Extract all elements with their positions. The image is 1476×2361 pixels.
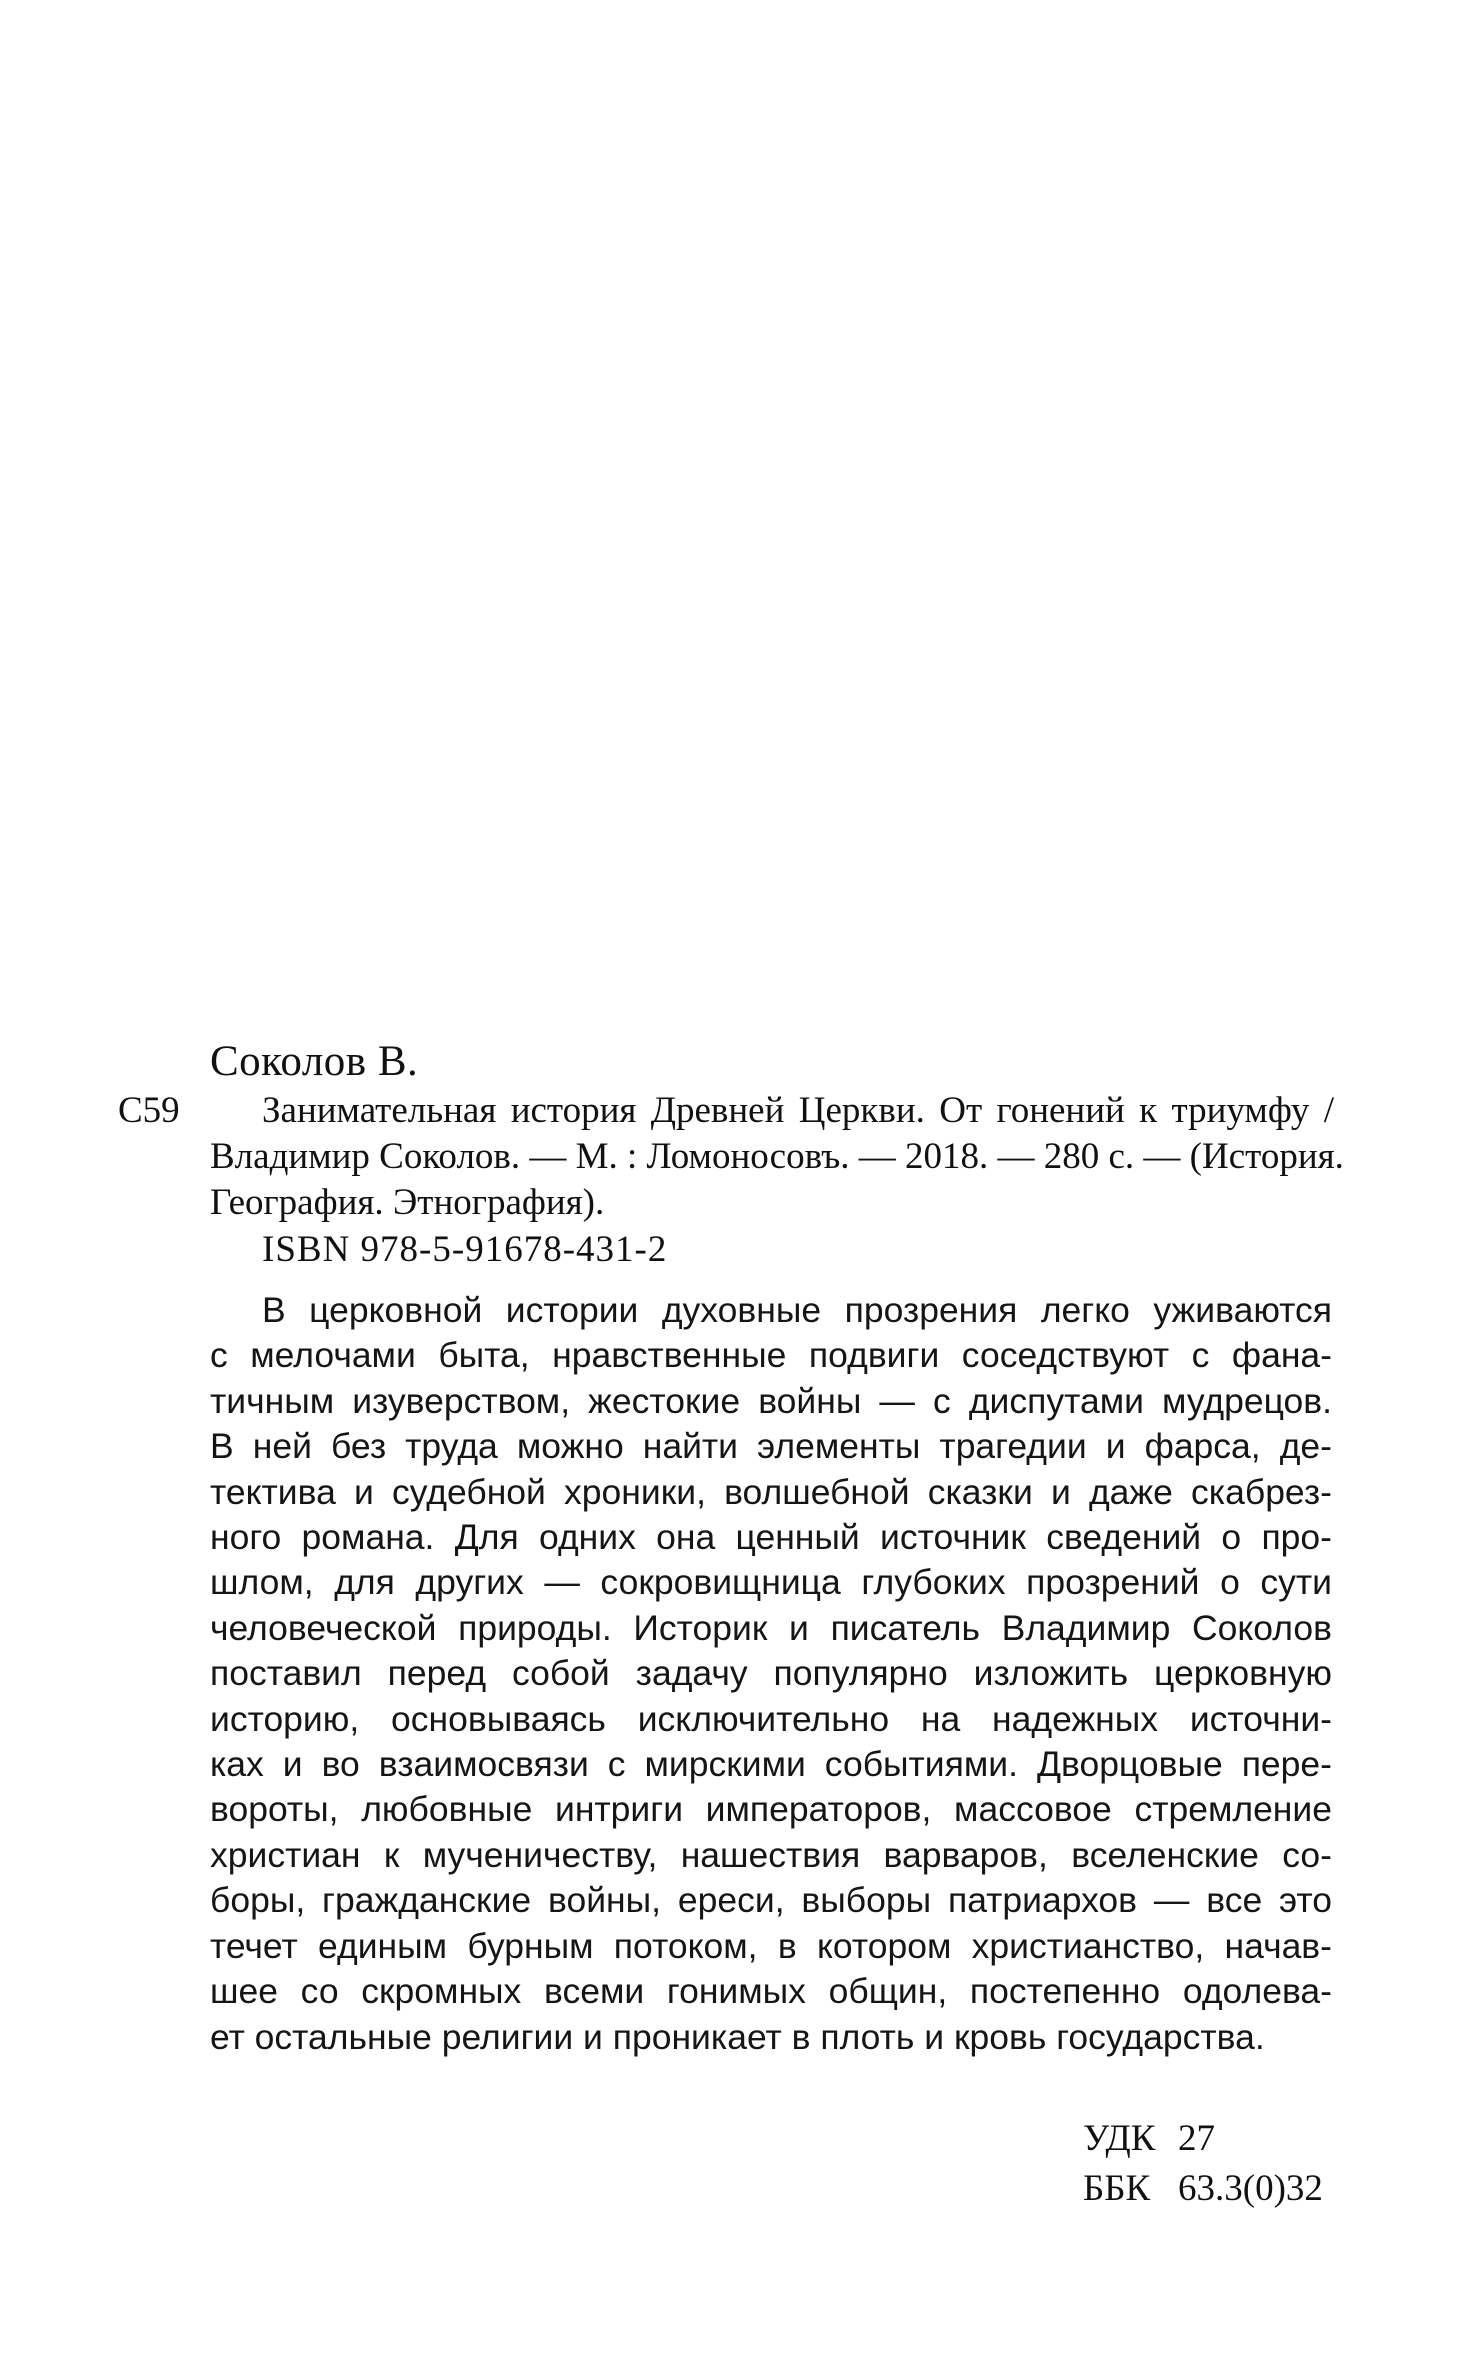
- abstract-line: ет остальные религии и проникает в плоть и кровь государства.: [210, 2016, 1265, 2057]
- abstract-line: тичным изуверством, жестокие войны — с диспутами мудрецов.: [210, 1380, 1332, 1421]
- author-heading: Соколов В.: [210, 1038, 419, 1085]
- abstract-line: человеческой природы. Историк и писатель Владимир Соколов: [210, 1607, 1332, 1648]
- bbk-value: 63.3(0)32: [1178, 2168, 1323, 2209]
- abstract-line: поставил перед собой задачу популярно изложить церковную: [210, 1653, 1332, 1694]
- udk-label: УДК: [1083, 2118, 1156, 2159]
- abstract-line: В ней без труда можно найти элементы трагедии и фарса, де-: [210, 1426, 1332, 1467]
- bibliographic-description: [210, 1088, 1344, 1226]
- abstract-line: шлом, для других — сокровищница глубоких прозрений о сути: [210, 1562, 1332, 1603]
- abstract-line: шее со скромных всеми гонимых общин, постепенно одолева-: [210, 1971, 1332, 2012]
- abstract-line: историю, основываясь исключительно на надежных источни-: [210, 1698, 1332, 1739]
- abstract-line: ках и во взаимосвязи с мирскими событиями. Дворцовые пере-: [210, 1744, 1332, 1785]
- udk-value: 27: [1178, 2118, 1215, 2159]
- abstract-line: тектива и судебной хроники, волшебной сказки и даже скабрез-: [210, 1471, 1332, 1512]
- abstract-line: христиан к мученичеству, нашествия варваров, вселенские со-: [210, 1834, 1332, 1875]
- abstract-line: ного романа. Для одних она ценный источник сведений о про-: [210, 1517, 1332, 1558]
- abstract: [210, 1288, 1332, 2060]
- abstract-line: боры, гражданские войны, ереси, выборы патриархов — все это: [210, 1880, 1332, 1921]
- abstract-line: течет единым бурным потоком, в котором христианство, начав-: [210, 1925, 1332, 1966]
- bibliographic-line: География. Этнография).: [210, 1182, 605, 1223]
- bibliographic-line: Владимир Соколов. — М. : Ломоносовъ. — 2018. — 280 с. — (История.: [210, 1136, 1344, 1177]
- author-code: С59: [118, 1090, 180, 1131]
- abstract-line: вороты, любовные интриги императоров, массовое стремление: [210, 1789, 1332, 1830]
- abstract-line: В церковной истории духовные прозрения легко уживаются: [262, 1290, 1332, 1330]
- abstract-line: с мелочами быта, нравственные подвиги соседствуют с фана-: [210, 1335, 1332, 1376]
- bibliographic-line: Занимательная история Древней Церкви. От гонений к триумфу /: [262, 1090, 1334, 1131]
- bbk-label: ББК: [1083, 2168, 1151, 2209]
- classification-codes: [1083, 2114, 1323, 2214]
- udk-row: [1083, 2114, 1323, 2164]
- isbn: ISBN 978-5-91678-431-2: [262, 1229, 668, 1270]
- bbk-row: [1083, 2164, 1323, 2214]
